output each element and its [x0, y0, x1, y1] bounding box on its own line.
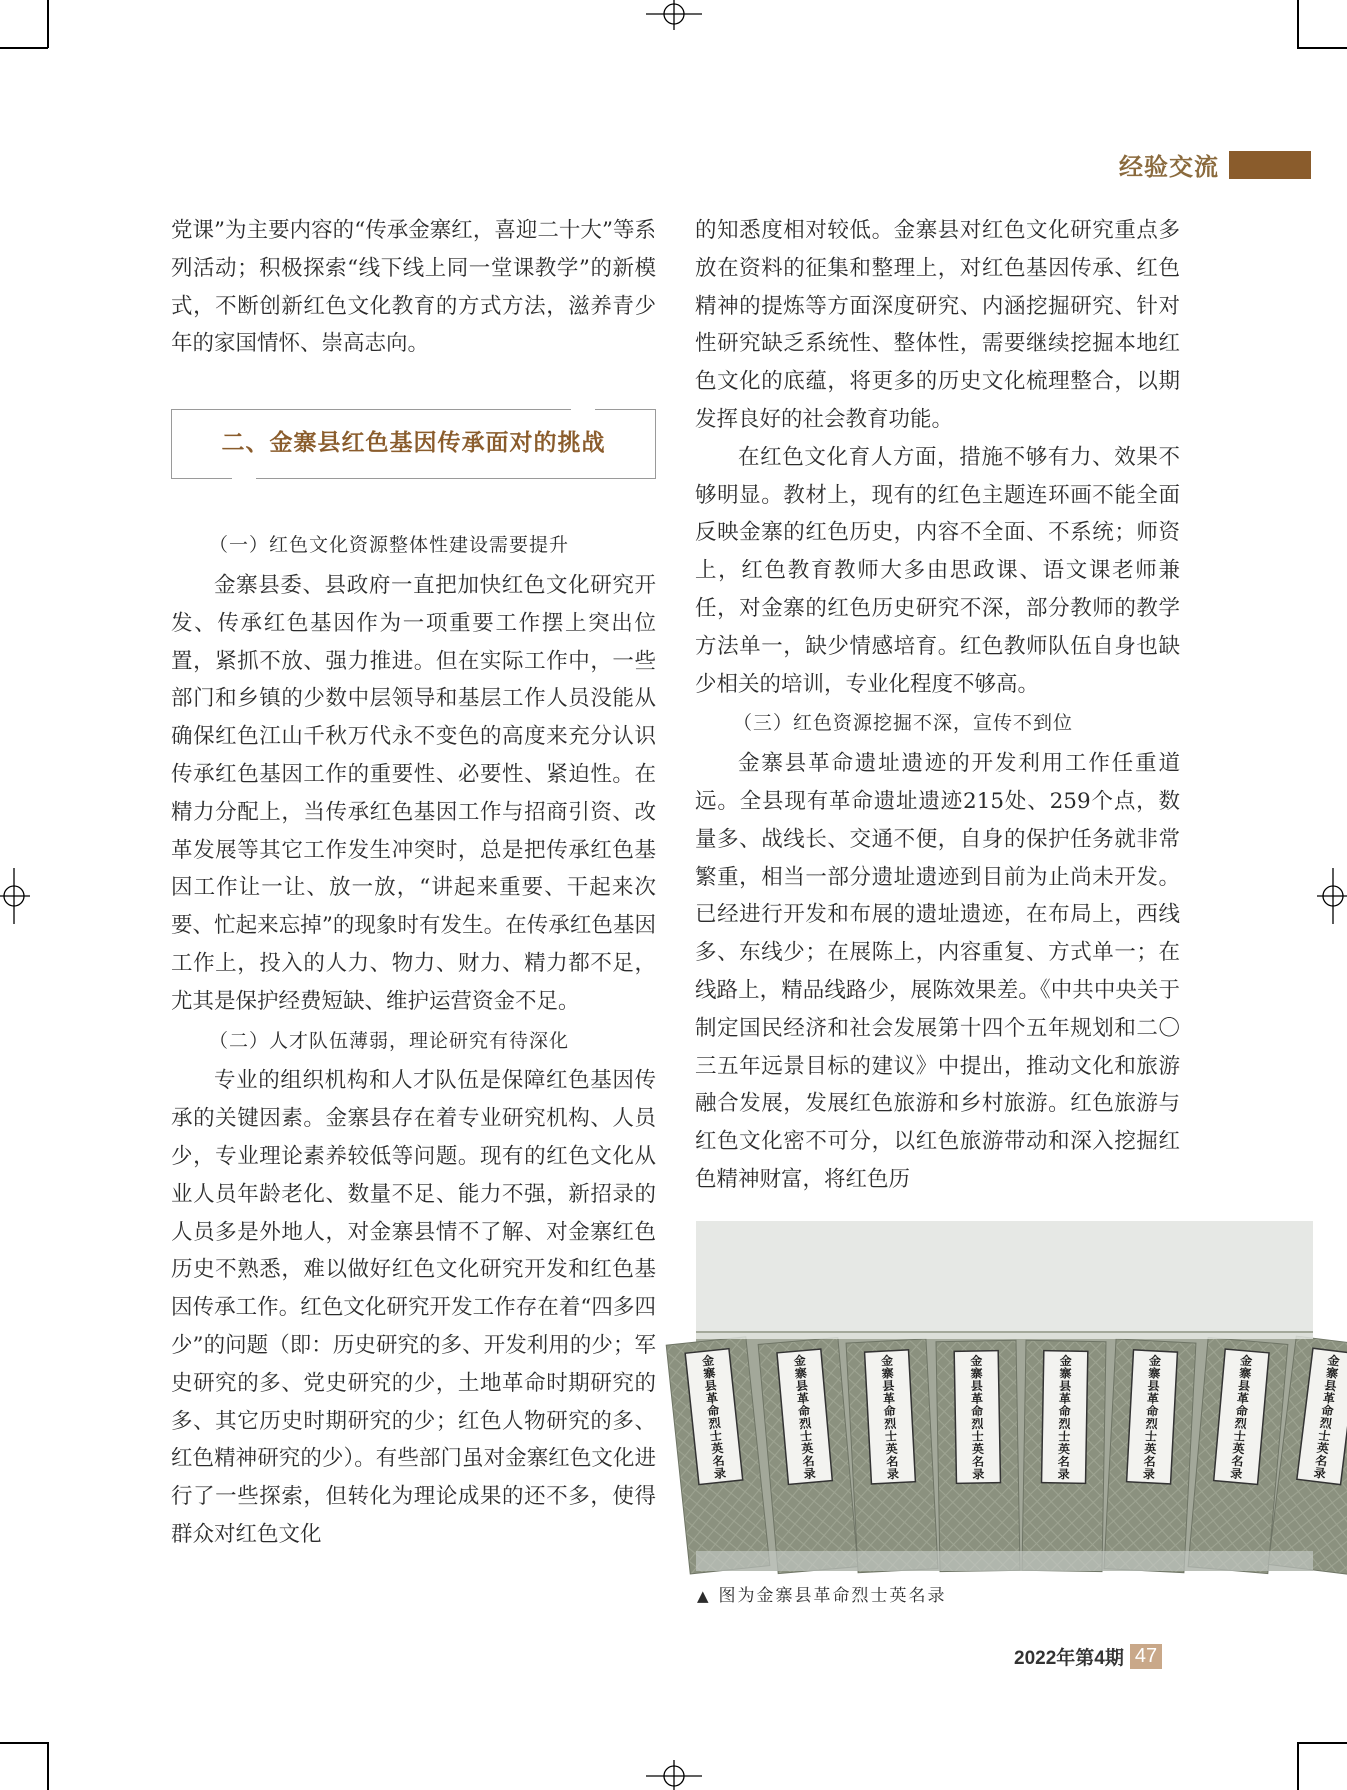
- page-footer: [1014, 1643, 1162, 1670]
- register-book: [936, 1340, 1020, 1571]
- left-column: [171, 212, 656, 1554]
- caption-text: 图为金寨县革命烈士英名录: [718, 1586, 947, 1606]
- book-title-text: 金寨县革命烈士英名录: [1057, 1353, 1072, 1482]
- section-heading-box: [171, 409, 656, 479]
- section-tag: [1119, 147, 1311, 182]
- crop-mark: [1297, 1742, 1299, 1790]
- crop-mark: [1297, 0, 1299, 48]
- subheading-1: （一）红色文化资源整体性建设需要提升: [209, 534, 570, 557]
- register-book: [1104, 1339, 1196, 1573]
- paragraph-2: 专业的组织机构和人才队伍是保障红色基因传承的关键因素。金寨县存在着专业研究机构、人员少，专业理论素养较低等问题。现有的红色文化从业人员年龄老化、数量不足、能力不强，新招录的人员多是外地人，对金寨县情不了解、对金寨红色历史不熟悉，难以做好红色文化研究开发和红色基因传承工作。红色文化研究开发工作存在着“四多四少”的问题（即：历史研究的多、开发利用的少；军史研究的多、党史研究的少，土地革命时期研究的多、其它历史时期研究的少；红色人物研究的多、红色精神研究的少）。有些部门虽对金寨红色文化进行了一些探索，但转化为理论成果的还不多，使得群众对红色文化: [171, 1068, 656, 1547]
- crop-mark: [0, 1742, 48, 1744]
- paragraph-4: 金寨县革命遗址遗迹的开发利用工作任重道远。全县现有革命遗址遗迹215处、259个点，数量多、战线长、交通不便，自身的保护任务就非常繁重，相当一部分遗址遗迹到目前为止尚未开发。已经进行开发和布展的遗址遗迹，在布局上，西线多、东线少；在展陈上，内容重复、方式单一；在线路上，精品线路少，展陈效果差。《中共中央关于制定国民经济和社会发展第十四个五年规划和二〇三五年远景目标的建议》中提出，推动文化和旅游融合发展，发展红色旅游和乡村旅游。红色旅游与红色文化密不可分，以红色旅游带动和深入挖掘红色精神财富，将红色历: [695, 751, 1180, 1192]
- crop-mark: [47, 1742, 49, 1790]
- register-book: [1022, 1340, 1106, 1571]
- crop-mark: [47, 0, 49, 48]
- book-title-text: 金寨县革命烈士英名录: [701, 1353, 727, 1482]
- book-title-text: 金寨县革命烈士英名录: [1142, 1353, 1162, 1482]
- book-title-text: 金寨县革命烈士英名录: [970, 1353, 985, 1482]
- crop-mark: [1297, 1742, 1347, 1744]
- book-title-text: 金寨县革命烈士英名录: [880, 1353, 900, 1482]
- issue-label: 2022年第4期: [1014, 1648, 1124, 1669]
- paragraph-1: 金寨县委、县政府一直把加快红色文化研究开发、传承红色基因作为一项重要工作摆上突出位置，紧抓不放、强力推进。但在实际工作中，一些部门和乡镇的少数中层领导和基层工作人员没能从确保红色江山千秋万代永不变色的高度来充分认识传承红色基因工作的重要性、必要性、紧迫性。在精力分配上，当传承红色基因工作与招商引资、改革发展等其它工作发生冲突时，总是把传承红色基因工作让一让、放一放，“讲起来重要、干起来次要、忙起来忘掉”的现象时有发生。在传承红色基因工作上，投入的人力、物力、财力、精力都不足，尤其是保护经费短缺、维护运营资金不足。: [171, 572, 656, 1014]
- section-heading: 二、金寨县红色基因传承面对的挑战: [221, 430, 606, 457]
- registration-mark-bottom: [646, 1760, 702, 1790]
- caption-triangle-icon: ▲: [697, 1587, 711, 1605]
- photo-martyrs-register: [696, 1221, 1341, 1571]
- subheading-2: （二）人才队伍薄弱，理论研究有待深化: [209, 1029, 570, 1052]
- section-tag-label: 经验交流: [1119, 153, 1219, 181]
- heading-box-notch: [571, 401, 595, 419]
- paragraph-2-continued: 的知悉度相对较低。金寨县对红色文化研究重点多放在资料的征集和整理上，对红色基因传承、红色精神的提炼等方面深度研究、内涵挖掘研究、针对性研究缺乏系统性、整体性，需要继续挖掘本地红色文化的底蕴，将更多的历史文化梳理整合，以期发挥良好的社会教育功能。: [695, 218, 1180, 432]
- photo-illustration: [696, 1221, 1341, 1571]
- book-title-text: 金寨县革命烈士英名录: [1229, 1353, 1253, 1482]
- subheading-3: （三）红色资源挖掘不深，宣传不到位: [733, 712, 1074, 735]
- right-column: [695, 212, 1180, 1199]
- registration-mark-left: [0, 868, 30, 924]
- page-number: 47: [1130, 1644, 1162, 1669]
- heading-box-notch: [232, 469, 256, 487]
- paragraph-3: 在红色文化育人方面，措施不够有力、效果不够明显。教材上，现有的红色主题连环画不能全面反映金寨的红色历史，内容不全面、不系统；师资上，红色教育教师大多由思政课、语文课老师兼任，对金寨的红色历史研究不深，部分教师的教学方法单一，缺少情感培育。红色教师队伍自身也缺少相关的培训，专业化程度不够高。: [695, 444, 1180, 697]
- section-tag-bar: [1229, 151, 1311, 179]
- book-title-text: 金寨县革命烈士英名录: [1312, 1353, 1341, 1482]
- photo-caption: [697, 1581, 947, 1606]
- book-title-text: 金寨县革命烈士英名录: [793, 1353, 817, 1482]
- intro-paragraph: 党课”为主要内容的“传承金寨红，喜迎二十大”等系列活动；积极探索“线下线上同一堂课教学”的新模式，不断创新红色文化教育的方式方法，滋养青少年的家国情怀、崇高志向。: [171, 218, 656, 357]
- registration-mark-top: [646, 0, 702, 30]
- register-book: [846, 1339, 938, 1573]
- crop-mark: [0, 47, 48, 49]
- crop-mark: [1297, 47, 1347, 49]
- registration-mark-right: [1317, 868, 1347, 924]
